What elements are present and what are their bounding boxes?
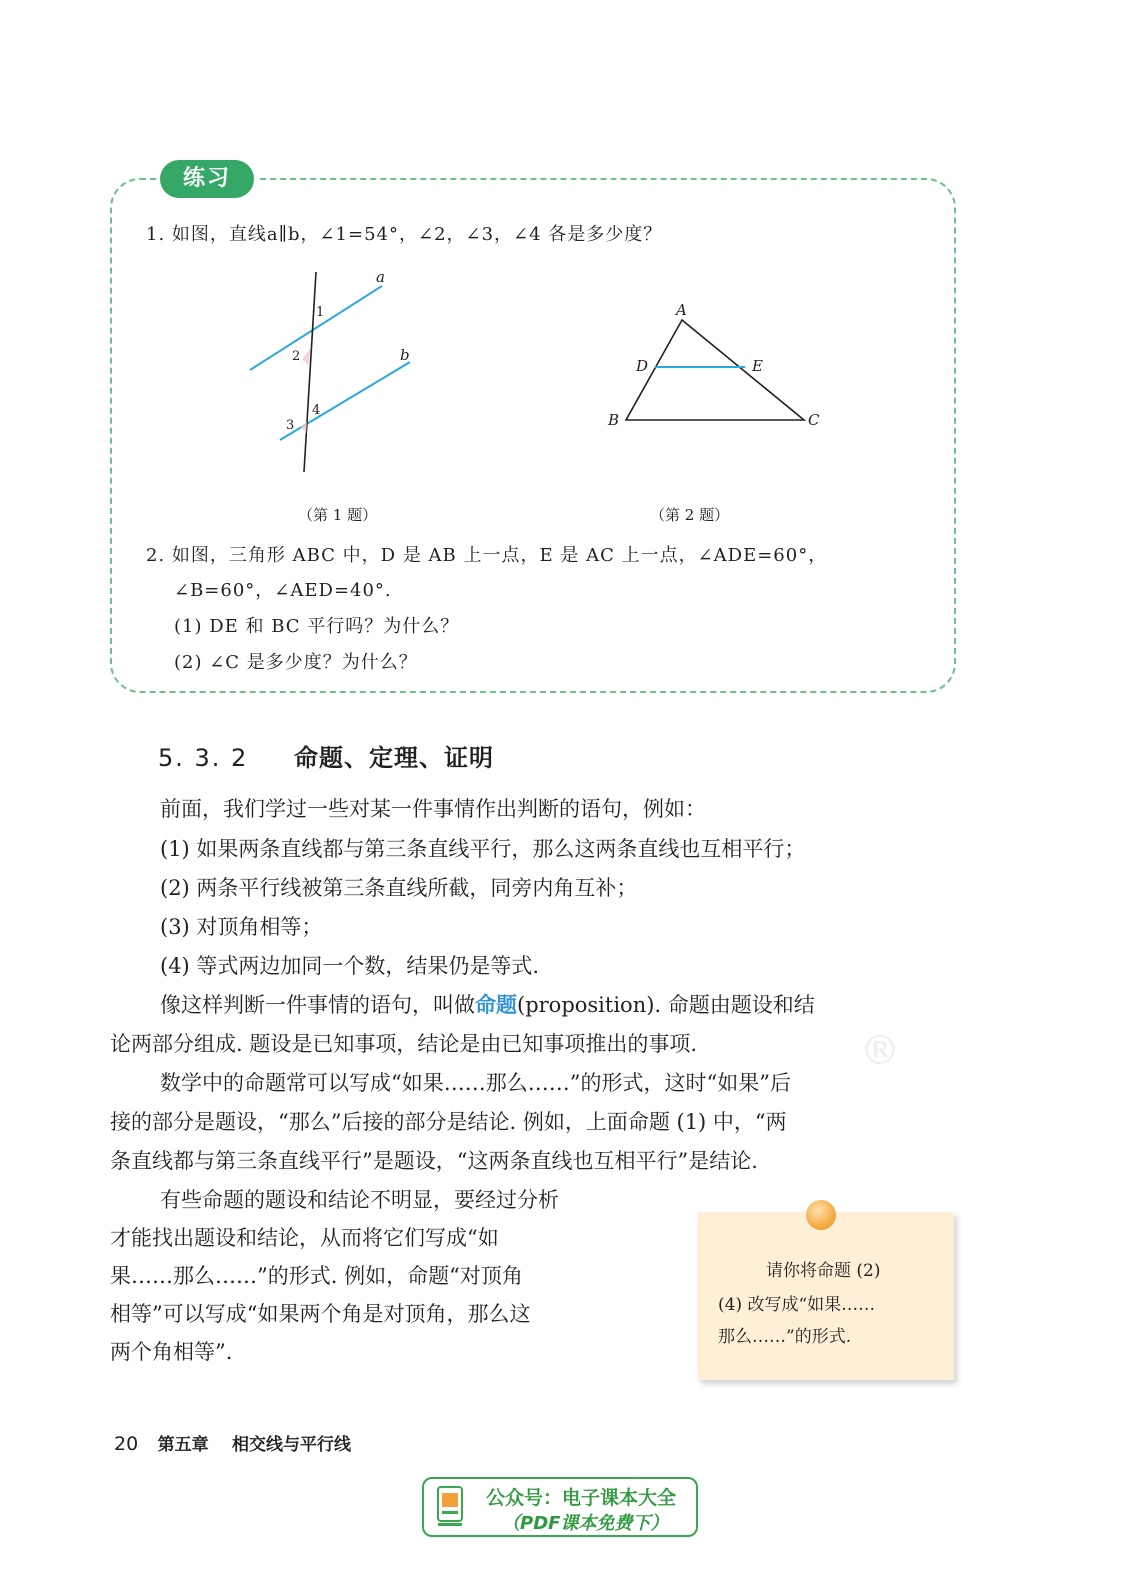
triangle-abc (626, 320, 804, 420)
label-b: b (400, 346, 410, 364)
definition-text-pre: 像这样判断一件事情的语句，叫做 (160, 993, 475, 1017)
watermark-mark: ® (860, 1028, 900, 1074)
point-e-label: E (752, 357, 763, 375)
transversal-line (304, 272, 316, 472)
section-number: 5. 3. 2 (158, 744, 249, 772)
line-a (250, 286, 382, 370)
banner-line-1: 公众号：电子课本大全 (486, 1487, 677, 1509)
proposition-item-2: (2) 两条平行线被第三条直线所截，同旁内角互补； (160, 876, 638, 900)
practice-tag: 练习 (160, 160, 254, 198)
definition-text-post: (proposition). 命题由题设和结 (517, 993, 815, 1017)
paragraph-form-line-2: 接的部分是题设，“那么”后接的部分是结论. 例如，上面命题 (1) 中，“两 (110, 1110, 787, 1134)
chapter-number: 第五章 (157, 1435, 209, 1455)
paragraph-definition-line-1 (160, 990, 815, 1020)
figure-1-parallel-lines (240, 262, 430, 477)
banner-line-2: （PDF课本免费下） (502, 1513, 669, 1534)
figure-2-caption: （第 2 题） (650, 506, 730, 524)
note-line-3: 那么……”的形式. (718, 1327, 852, 1347)
page-footer (114, 1430, 351, 1455)
angle-1-label: 1 (316, 305, 325, 320)
chapter-title: 相交线与平行线 (232, 1435, 351, 1455)
line-b (280, 362, 410, 440)
proposition-item-3: (3) 对顶角相等； (160, 915, 323, 939)
practice-question-2-part-1: (1) DE 和 BC 平行吗？为什么？ (174, 616, 460, 637)
paragraph-intro: 前面，我们学过一些对某一件事情作出判断的语句，例如： (160, 797, 706, 821)
section-title: 命题、定理、证明 (293, 744, 494, 772)
figure-2-triangle (598, 298, 828, 438)
paragraph-analysis-line-5: 两个角相等”. (110, 1340, 233, 1364)
paragraph-form-line-1: 数学中的命题常可以写成“如果……那么……”的形式，这时“如果”后 (160, 1071, 791, 1095)
vertex-c-label: C (808, 411, 820, 429)
definition-term: 命题 (475, 993, 517, 1017)
paragraph-analysis-line-4: 相等”可以写成“如果两个角是对顶角，那么这 (110, 1302, 531, 1326)
pin-icon (806, 1200, 836, 1230)
vertex-b-label: B (608, 411, 620, 429)
proposition-item-4: (4) 等式两边加同一个数，结果仍是等式. (160, 954, 540, 978)
practice-question-2-line-1: 2. 如图，三角形 ABC 中，D 是 AB 上一点，E 是 AC 上一点，∠ADE=60°， (146, 545, 828, 566)
paragraph-analysis-line-2: 才能找出题设和结论，从而将它们写成“如 (110, 1226, 499, 1250)
page-number: 20 (114, 1433, 139, 1455)
label-a: a (376, 268, 385, 286)
section-heading (158, 738, 494, 773)
angle-4-label: 4 (312, 403, 321, 418)
note-line-1: 请你将命题 (2) (766, 1261, 881, 1281)
book-icon (436, 1485, 466, 1529)
paragraph-form-line-3: 条直线都与第三条直线平行”是题设，“这两条直线也互相平行”是结论. (110, 1149, 758, 1173)
note-line-2: (4) 改写成“如果…… (718, 1295, 876, 1315)
figure-1-caption: （第 1 题） (298, 506, 378, 524)
promo-banner[interactable] (422, 1477, 698, 1537)
paragraph-analysis-line-1: 有些命题的题设和结论不明显，要经过分析 (160, 1188, 559, 1212)
point-d-label: D (636, 357, 649, 375)
vertex-a-label: A (676, 301, 687, 319)
practice-question-2-line-2: ∠B=60°，∠AED=40°. (174, 580, 392, 601)
practice-question-1: 1. 如图，直线a∥b，∠1=54°，∠2，∠3，∠4 各是多少度？ (146, 224, 663, 245)
practice-question-2-part-2: (2) ∠C 是多少度？为什么？ (174, 652, 418, 673)
paragraph-analysis-line-3: 果……那么……”的形式. 例如，命题“对顶角 (110, 1264, 523, 1288)
angle-3-label: 3 (286, 418, 295, 433)
paragraph-definition-line-2: 论两部分组成. 题设是已知事项，结论是由已知事项推出的事项. (110, 1032, 698, 1056)
angle-2-label: 2 (292, 349, 301, 364)
proposition-item-1: (1) 如果两条直线都与第三条直线平行，那么这两条直线也互相平行； (160, 837, 806, 861)
